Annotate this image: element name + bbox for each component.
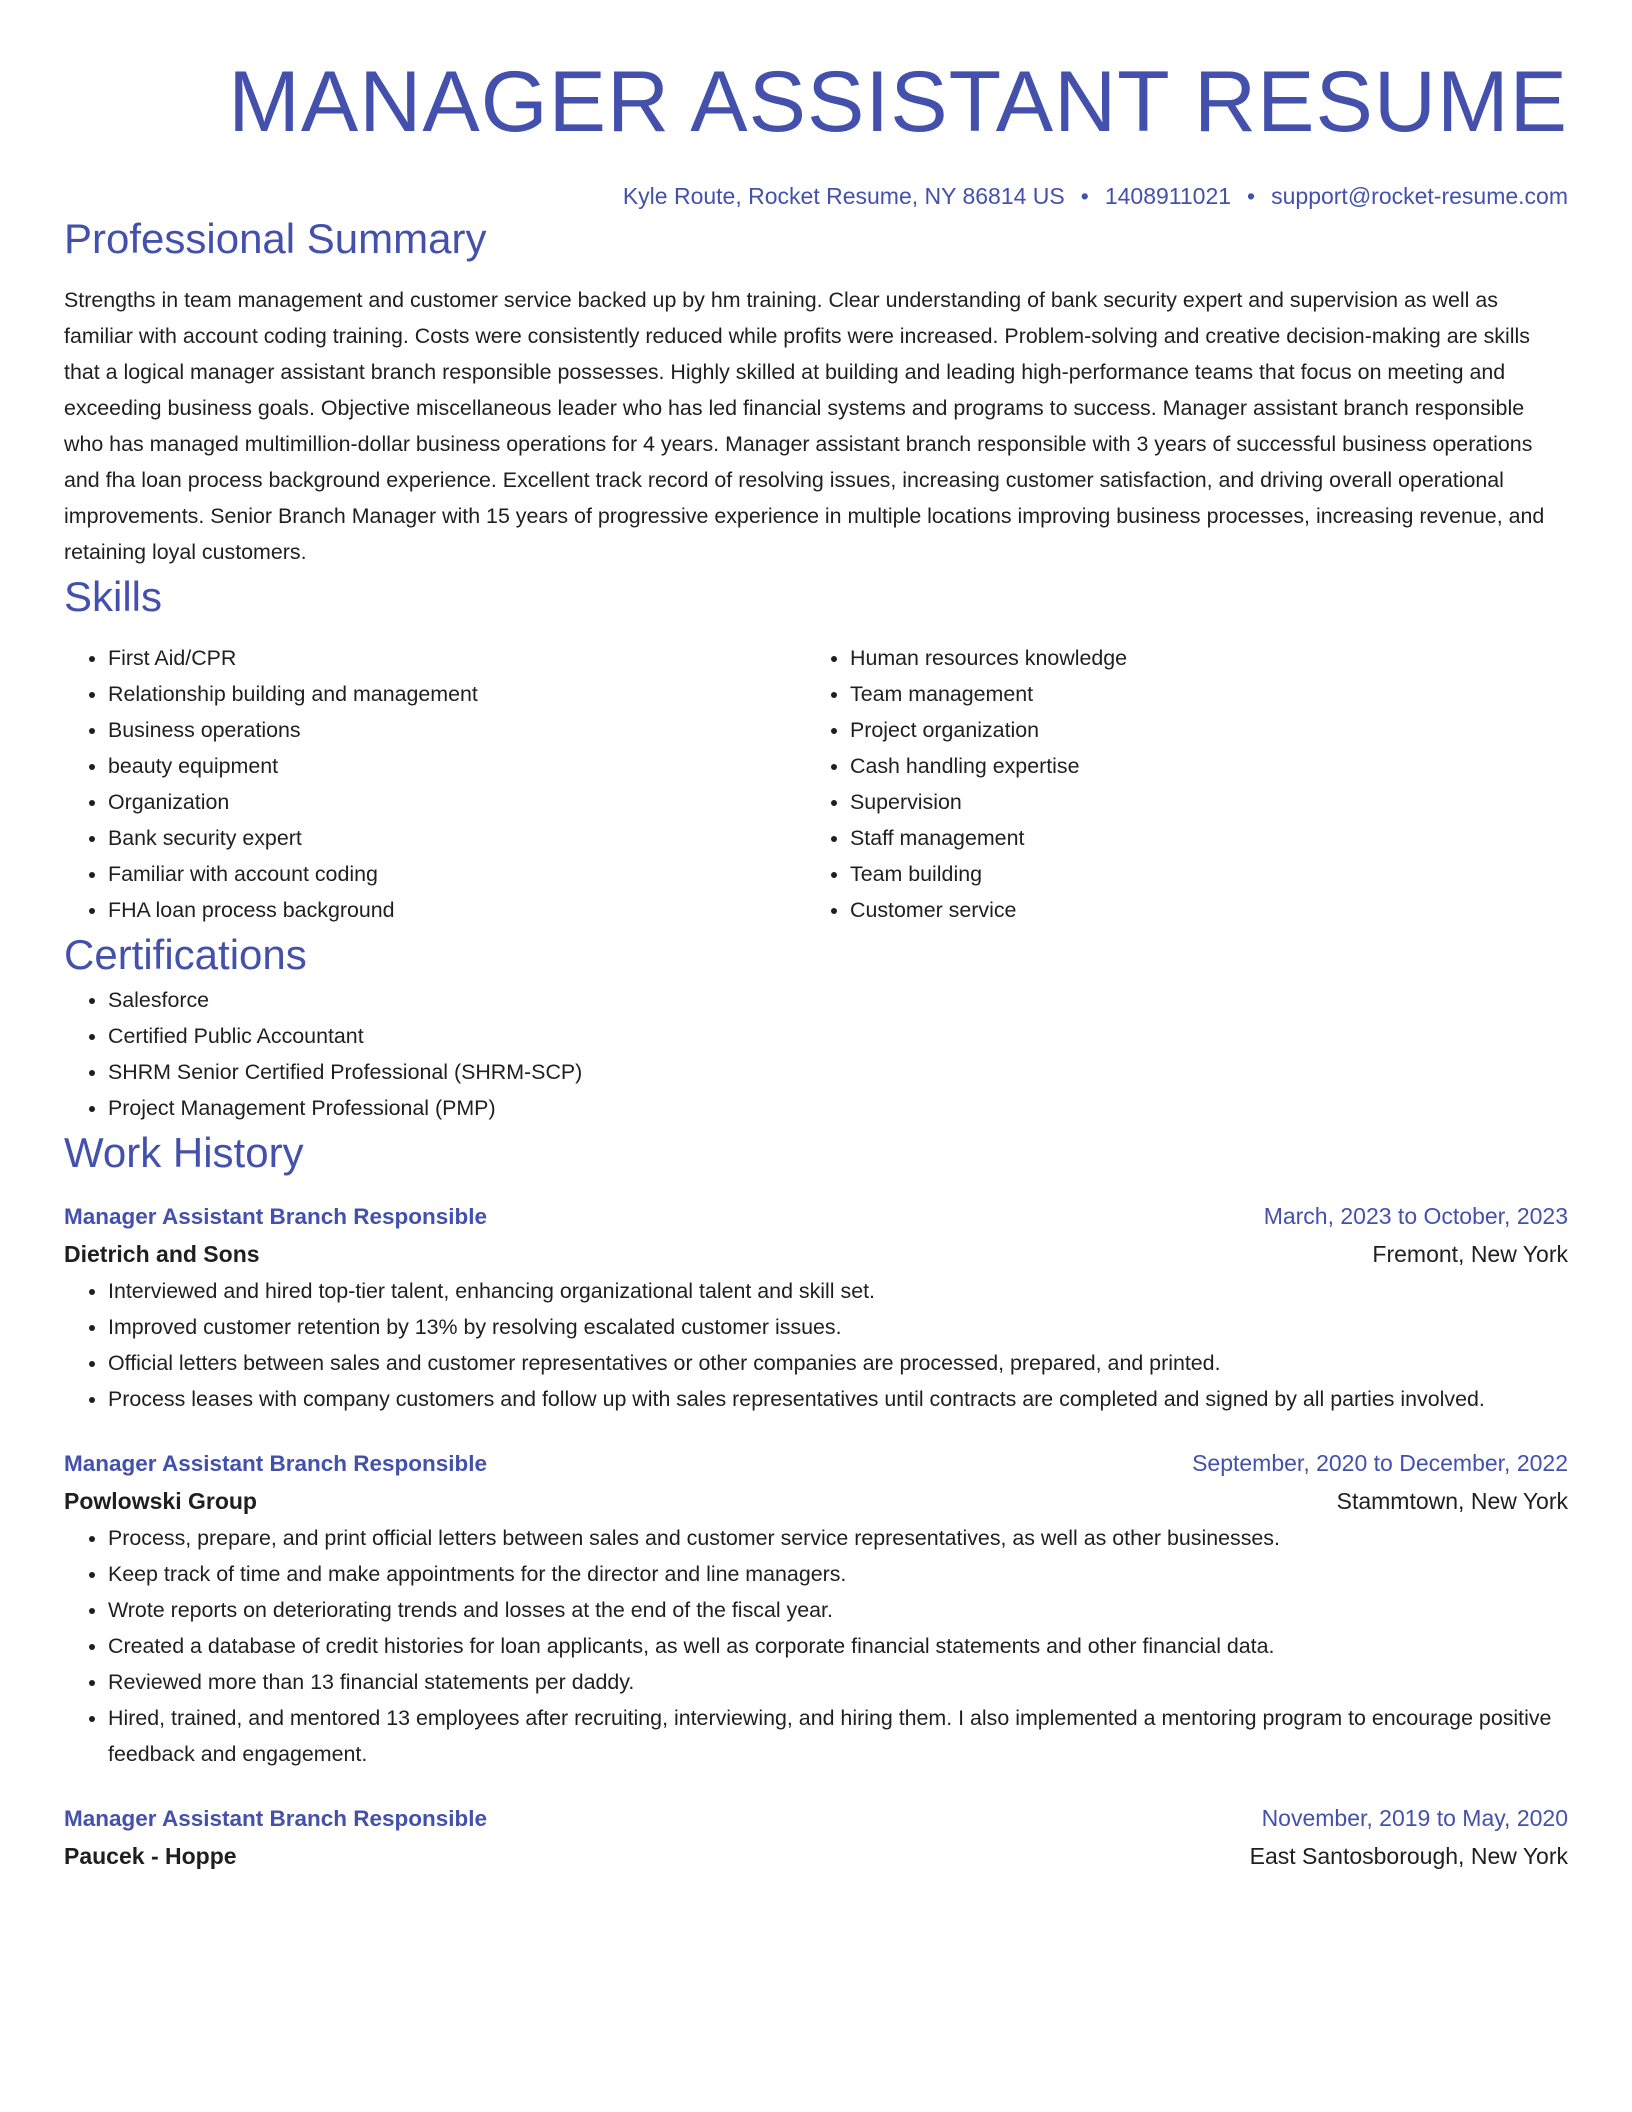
certification-item: • Certified Public Accountant (108, 1018, 1568, 1054)
skill-item: • Organization (108, 784, 806, 820)
certification-item: • SHRM Senior Certified Professional (SHRM-SCP) (108, 1054, 1568, 1090)
job-bullet: • Interviewed and hired top-tier talent, enhancing organizational talent and skill set. (108, 1273, 1568, 1309)
job-bullet: • Wrote reports on deteriorating trends and losses at the end of the fiscal year. (108, 1592, 1568, 1628)
summary-text: Strengths in team management and customer service backed up by hm training. Clear understanding of bank security expert and supervision as well as familiar with account coding training. Costs were consistently reduced while profits were increased. Problem-solving and creative decision-making are skills that a logical manager assistant branch responsible possesses. Highly skilled at building and leading high-performance teams that focus on meeting and exceeding business goals. Objective miscellaneous leader who has led financial systems and programs to success. Manager assistant branch responsible who has managed multimillion-dollar business operations for 4 years. Manager assistant branch responsible with 3 years of successful business operations and fha loan process background experience. Excellent track record of resolving issues, increasing customer satisfaction, and driving overall operational improvements. Senior Branch Manager with 15 years of progressive experience in multiple locations improving business processes, increasing revenue, and retaining loyal customers. (64, 288, 1545, 564)
certification-item: • Salesforce (108, 982, 1568, 1018)
skill-item: • Customer service (850, 892, 1548, 928)
skill-item: • First Aid/CPR (108, 640, 806, 676)
skill-item: • Project organization (850, 712, 1548, 748)
skills-left-list (64, 640, 806, 928)
job-location: East Santosborough, New York (1249, 1843, 1568, 1869)
job-location: Stammtown, New York (1336, 1488, 1568, 1514)
job-entry (64, 1198, 1568, 1417)
skill-item: • Human resources knowledge (850, 640, 1548, 676)
job-title-row (64, 1800, 1568, 1837)
skill-item: • Team building (850, 856, 1548, 892)
skills-right-column (806, 640, 1548, 928)
job-bullet: • Process, prepare, and print official letters between sales and customer service representatives, as well as other businesses. (108, 1520, 1568, 1556)
contact-phone: 1408911021 (1104, 183, 1232, 209)
job-entry (64, 1800, 1568, 1875)
job-company: Paucek - Hoppe (64, 1843, 237, 1869)
skills-right-list (806, 640, 1548, 928)
skills-left-column (64, 640, 806, 928)
summary-heading: Professional Summary (64, 215, 487, 262)
skill-item: • Business operations (108, 712, 806, 748)
job-dates: September, 2020 to December, 2022 (1192, 1450, 1568, 1476)
skill-item: • Supervision (850, 784, 1548, 820)
certification-item: • Project Management Professional (PMP) (108, 1090, 1568, 1126)
skill-item: • Familiar with account coding (108, 856, 806, 892)
job-location: Fremont, New York (1372, 1241, 1568, 1267)
job-company: Powlowski Group (64, 1488, 257, 1514)
skill-item: • beauty equipment (108, 748, 806, 784)
resume-page (64, 0, 1568, 1875)
job-company-row (64, 1837, 1568, 1875)
skill-item: • FHA loan process background (108, 892, 806, 928)
skills-columns (64, 640, 1568, 928)
skill-item: • Cash handling expertise (850, 748, 1548, 784)
job-title: Manager Assistant Branch Responsible (64, 1451, 488, 1476)
job-title: Manager Assistant Branch Responsible (64, 1806, 488, 1831)
job-dates: November, 2019 to May, 2020 (1261, 1805, 1568, 1831)
job-bullet: • Keep track of time and make appointments for the director and line managers. (108, 1556, 1568, 1592)
job-bullets (64, 1520, 1568, 1772)
job-entry (64, 1445, 1568, 1772)
skills-heading: Skills (64, 573, 163, 620)
work-history-heading: Work History (64, 1129, 304, 1176)
skill-item: • Staff management (850, 820, 1548, 856)
contact-address: Kyle Route, Rocket Resume, NY 86814 US (622, 183, 1065, 209)
job-title: Manager Assistant Branch Responsible (64, 1204, 488, 1229)
job-bullet: • Official letters between sales and customer representatives or other companies are processed, prepared, and printed. (108, 1345, 1568, 1381)
resume-title: MANAGER ASSISTANT RESUME (228, 54, 1568, 150)
certifications-list (64, 982, 1568, 1126)
job-bullet: • Reviewed more than 13 financial statements per daddy. (108, 1664, 1568, 1700)
job-title-row (64, 1198, 1568, 1235)
job-bullet: • Improved customer retention by 13% by resolving escalated customer issues. (108, 1309, 1568, 1345)
job-company-row (64, 1235, 1568, 1273)
contact-separator: • (1080, 183, 1089, 209)
job-bullets (64, 1273, 1568, 1417)
job-dates: March, 2023 to October, 2023 (1263, 1203, 1568, 1229)
skill-item: • Team management (850, 676, 1548, 712)
contact-line (64, 180, 1568, 212)
contact-separator: • (1247, 183, 1256, 209)
job-bullet: • Process leases with company customers and follow up with sales representatives until contracts are completed and signed by all parties involved. (108, 1381, 1568, 1417)
job-bullet: • Hired, trained, and mentored 13 employees after recruiting, interviewing, and hiring them. I also implemented a mentoring program to encourage positive feedback and engagement. (108, 1700, 1568, 1772)
certifications-heading: Certifications (64, 931, 307, 978)
job-title-row (64, 1445, 1568, 1482)
contact-email[interactable]: support@rocket-resume.com (1271, 183, 1568, 209)
job-company: Dietrich and Sons (64, 1241, 260, 1267)
job-bullet: • Created a database of credit histories for loan applicants, as well as corporate financial statements and other financial data. (108, 1628, 1568, 1664)
job-company-row (64, 1482, 1568, 1520)
skill-item: • Bank security expert (108, 820, 806, 856)
skill-item: • Relationship building and management (108, 676, 806, 712)
